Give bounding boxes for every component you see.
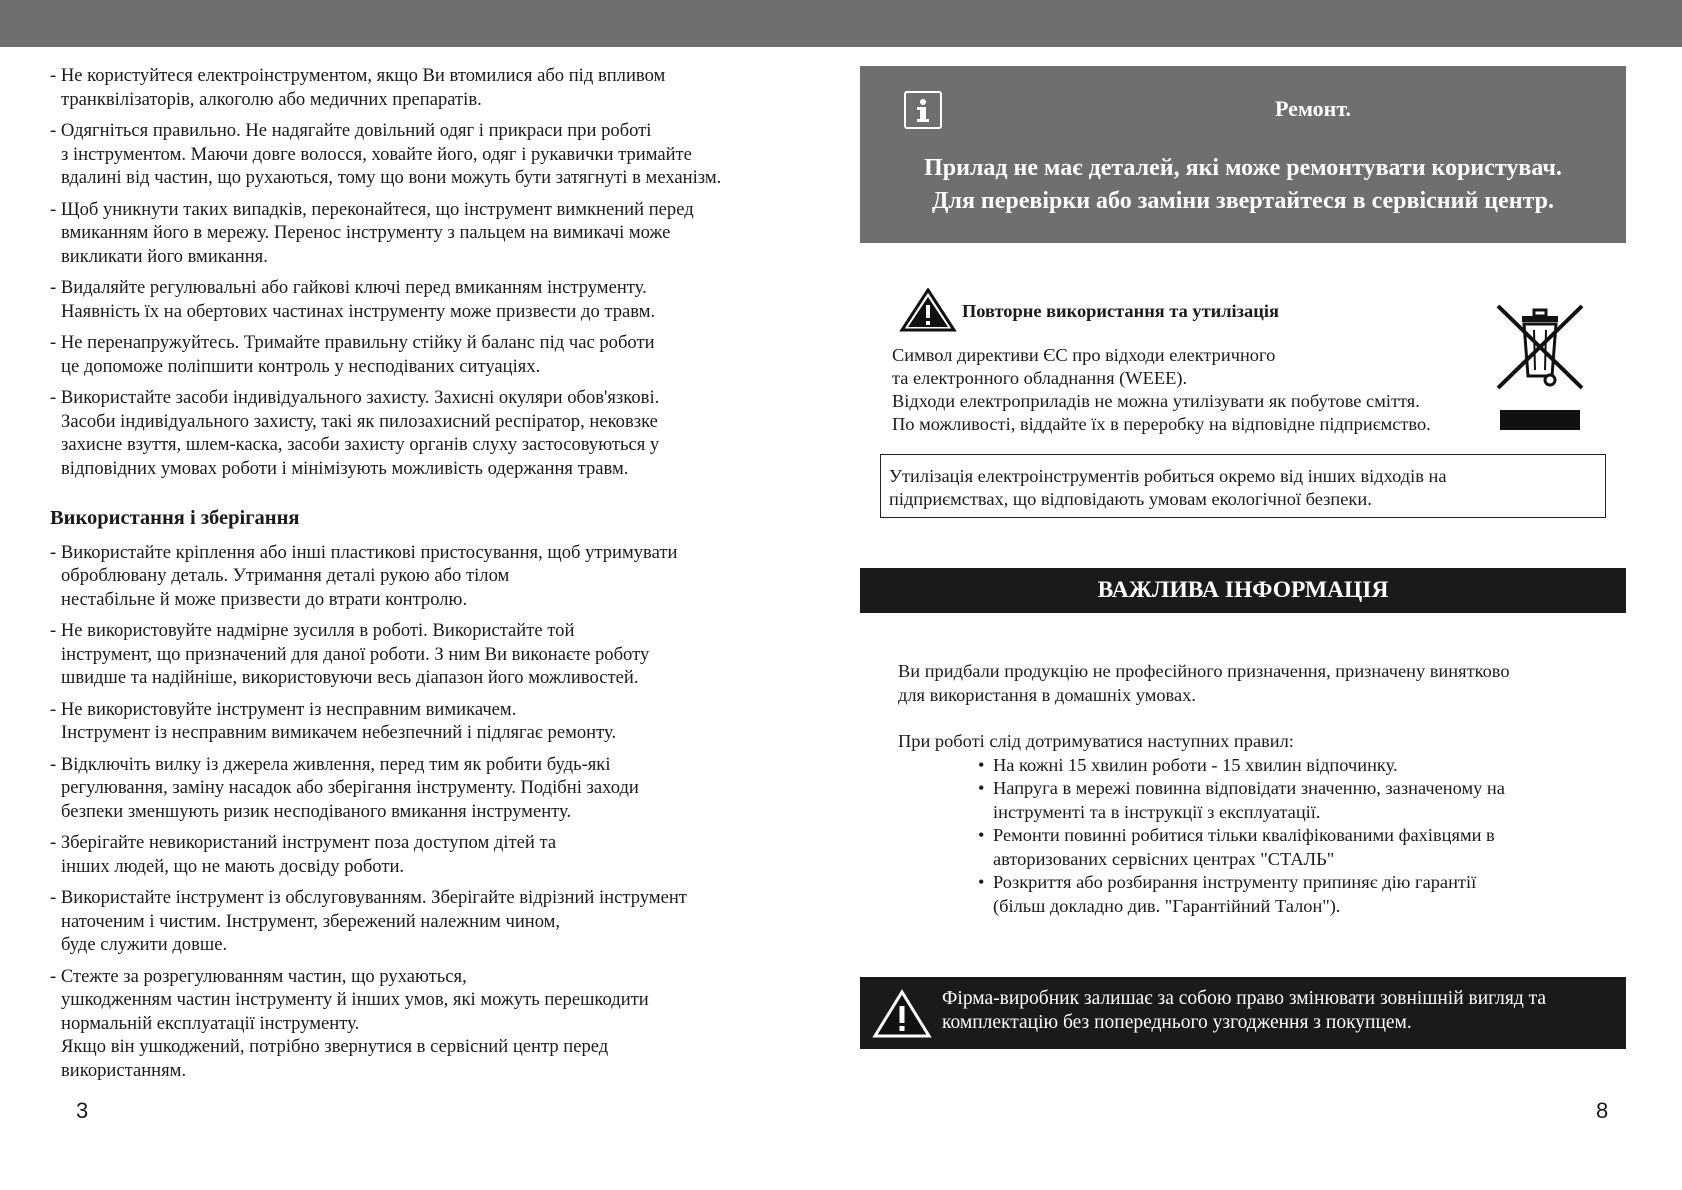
usage-item: - Не використовуйте інструмент із несправним вимикачем. Інструмент із несправним вимикачем небезпечний і підлягає ремонту.	[50, 698, 617, 743]
safety-item: - Видаляйте регулювальні або гайкові ключі перед вмиканням інструменту. Наявність їх на обертових частинах інструменту може призвести до травм.	[50, 277, 656, 322]
warning-triangle-icon	[898, 288, 962, 332]
disposal-note-box: Утилізація електроінструментів робиться окремо від інших відходів на підприємствах, що відповідають умовам екологічної безпеки.	[880, 454, 1606, 518]
rule-item: • На кожні 15 хвилин роботи - 15 хвилин відпочинку.	[978, 754, 1618, 778]
usage-item: - Стежте за розрегулюванням частин, що рухаються, ушкодженням частин інструменту й інших умов, які можуть перешкодити нормальній експлуатації інструменту. Якщо він ушкоджений, потрібно звернутися в сервісний центр перед використанням.	[50, 965, 649, 1081]
safety-item: - Використайте засоби індивідуального захисту. Захисні окуляри обов'язкові. Засоби індивідуального захисту, такі як пилозахисний респіратор, нековзке захисне взуття, шлем-каска, засоби захисту органів слуху застосовуються у відповідних умовах роботи і мінімізують можливість одержання травм.	[50, 387, 660, 479]
rule-item: • Розкриття або розбирання інструменту припиняє дію гарантії (більш докладно див. "Гарантійний Талон").	[978, 871, 1618, 918]
safety-item: - Одягніться правильно. Не надягайте довільний одяг і прикраси при роботі з інструментом. Маючи довге волосся, ховайте його, одяг і рукавички тримайте вдалині від частин, що рухаються, тому що вони можуть бути затягнуті в механізм.	[50, 120, 722, 188]
crossed-bin-icon	[1490, 298, 1590, 382]
usage-item: - Використайте кріплення або інші пластикові пристосування, щоб утримувати оброблювану деталь. Утримання деталі рукою або тілом нестабільне й може призвести до втрати контролю.	[50, 541, 678, 610]
usage-item: - Використайте інструмент із обслуговуванням. Зберігайте відрізний інструмент наточеним і чистим. Інструмент, збережений належним чином, буде служити довше.	[50, 887, 687, 955]
important-info-text	[898, 660, 1618, 918]
rules-list	[978, 754, 1618, 919]
left-page	[50, 64, 800, 1090]
repair-body: Прилад не має деталей, які може ремонтувати користувач. Для перевірки або заміни звертайтеся в сервісний центр.	[924, 155, 1562, 214]
rules-intro: При роботі слід дотримуватися наступних правил:	[898, 731, 1294, 751]
recycling-heading: Повторне використання та утилізація	[962, 301, 1279, 321]
safety-item: - Не перенапружуйтесь. Тримайте правильну стійку й баланс під час роботи це допоможе поліпшити контроль у несподіваних ситуаціях.	[50, 332, 655, 377]
section-heading: Використання і зберігання	[50, 507, 300, 529]
warning-triangle-icon	[872, 989, 932, 1039]
usage-item: - Зберігайте невикористаний інструмент поза доступом дітей та інших людей, що не мають досвіду роботи.	[50, 832, 557, 877]
usage-item: - Відключіть вилку із джерела живлення, перед тим як робити будь-які регулювання, заміну насадок або зберігання інструменту. Подібні заходи безпеки зменшують ризик несподіваного вмикання інструменту.	[50, 753, 639, 822]
usage-item: - Не використовуйте надмірне зусилля в роботі. Використайте той інструмент, що призначений для даної роботи. З ним Ви виконаєте роботу швидше та надійніше, використовуючи весь діапазон його можливостей.	[50, 620, 650, 688]
safety-item: - Щоб уникнути таких випадків, переконайтеся, що інструмент вимкнений перед вмиканням його в мережу. Перенос інструменту з пальцем на вимикачі може викликати його вмикання.	[50, 198, 694, 267]
recycling-text: Символ директиви ЄС про відходи електричного та електронного обладнання (WEEE). Відходи електроприладів не можна утилізувати як побутове сміття. По можливості, віддайте їх в переробку на відповідне підприємство.	[892, 345, 1431, 434]
safety-item: - Не користуйтеся електроінструментом, якщо Ви втомилися або під впливом транквілізаторів, алкоголю або медичних препаратів.	[50, 65, 666, 110]
important-info-banner: ВАЖЛИВА ІНФОРМАЦІЯ	[860, 568, 1626, 613]
repair-title: Ремонт.	[1275, 96, 1351, 121]
manufacturer-note-banner	[860, 977, 1626, 1049]
safety-items-list	[50, 64, 800, 480]
top-header-bar	[0, 0, 1682, 47]
page-number-left: 3	[76, 1098, 89, 1123]
important-intro: Ви придбали продукцію не професійного призначення, призначену винятково для використання в домашніх умовах.	[898, 661, 1510, 705]
rule-item: • Ремонти повинні робитися тільки кваліфікованими фахівцями в авторизованих сервісних центрах "СТАЛЬ"	[978, 824, 1618, 871]
repair-panel	[860, 66, 1626, 243]
weee-bar	[1500, 410, 1580, 430]
usage-items-list	[50, 541, 800, 1083]
page-number-right: 8	[1596, 1098, 1609, 1123]
manufacturer-note: Фірма-виробник залишає за собою право змінювати зовнішній вигляд та комплектацію без попереднього узгодження з покупцем.	[942, 988, 1547, 1033]
rule-item: • Напруга в мережі повинна відповідати значенню, зазначеному на інструменті та в інструкції з експлуатації.	[978, 777, 1618, 824]
